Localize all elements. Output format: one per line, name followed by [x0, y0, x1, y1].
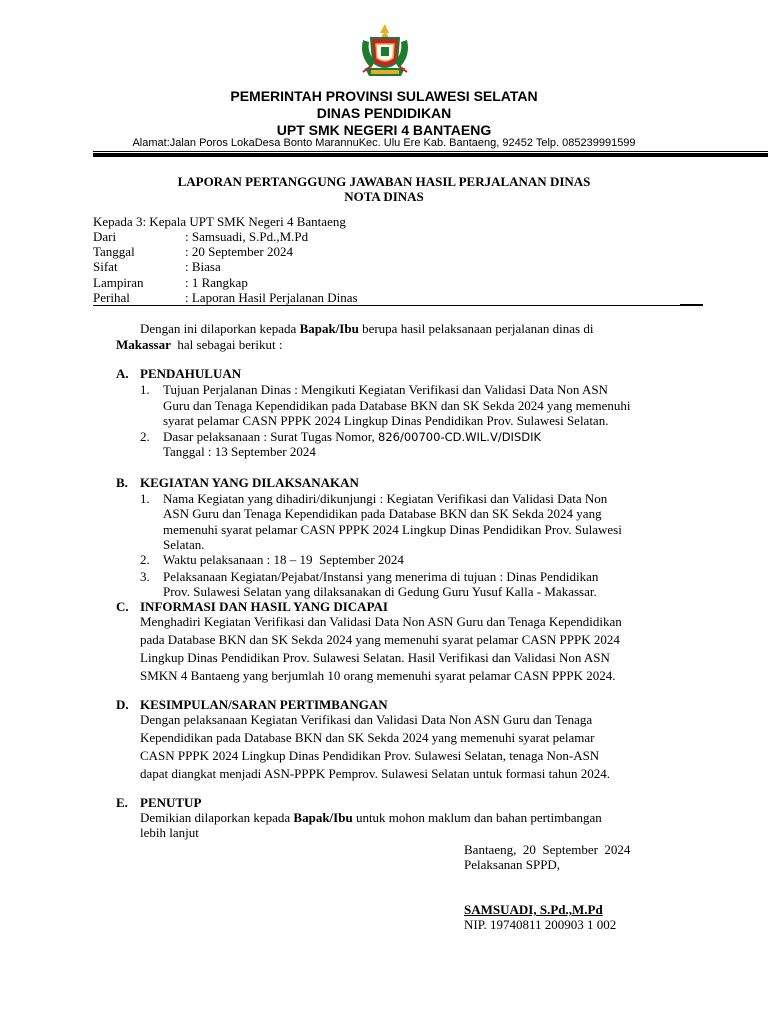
section-a-item1-line2: Guru dan Tenaga Kependidikan pada Database BKN dan SK Sekda 2024 yang memenuhi — [163, 398, 631, 413]
signature-place-date: Bantaeng, 20 September 2024 — [464, 842, 631, 857]
intro-addressee: Bapak/Ibu — [299, 321, 359, 336]
section-b-heading: KEGIATAN YANG DILAKSANAKAN — [140, 475, 359, 490]
section-c-line3: Lingkup Dinas Pendidikan Prov. Sulawesi Selatan. Hasil Verifikasi dan Validasi Non ASN — [140, 650, 610, 665]
section-d-heading: KESIMPULAN/SARAN PERTIMBANGAN — [140, 697, 388, 712]
section-e-text-rest: untuk mohon maklum dan bahan pertimbangan — [352, 810, 602, 825]
section-a-letter-number: 826/00700-CD.WIL.V/DISDIK — [378, 430, 542, 444]
signature-role: Pelaksanan SPPD, — [464, 857, 561, 872]
letterhead-line3: UPT SMK NEGERI 4 BANTAENG — [276, 122, 492, 138]
section-b-item3-line2: Prov. Sulawesi Selatan yang dilaksanakan di Gedung Guru Yusuf Kalla - Makassar. — [163, 584, 597, 599]
section-c-line4: SMKN 4 Bantaeng yang berjumlah 10 orang memenuhi syarat pelamar CASN PPPK 2024. — [140, 668, 616, 683]
intro-line2-rest: hal sebagai berikut : — [170, 337, 283, 352]
section-a-letter: A. — [116, 366, 129, 381]
letterhead-line1: PEMERINTAH PROVINSI SULAWESI SELATAN — [230, 88, 538, 104]
section-e-text: Demikian dilaporkan kepada — [140, 810, 294, 825]
section-e-line1 — [140, 810, 602, 825]
section-d-line3: CASN PPPK 2024 Lingkup Dinas Pendidikan Prov. Sulawesi Selatan, tenaga Non-ASN — [140, 748, 600, 763]
section-d-line4: dapat diangkat menjadi ASN-PPPK Pemprov. Sulawesi Selatan untuk formasi tahun 2024. — [140, 766, 610, 781]
section-d-letter: D. — [116, 697, 129, 712]
memo-value-tanggal: : 20 September 2024 — [185, 244, 293, 259]
section-e-heading: PENUTUP — [140, 795, 202, 810]
section-d-line1: Dengan pelaksanaan Kegiatan Verifikasi dan Validasi Data Non ASN Guru dan Tenaga — [140, 712, 593, 727]
section-a-item1-line3: syarat pelamar CASN PPPK 2024 Lingkup Dinas Pendidikan Prov. Sulawesi Selatan. — [163, 413, 609, 428]
report-title: LAPORAN PERTANGGUNG JAWABAN HASIL PERJALANAN DINAS — [177, 174, 591, 189]
section-d-line2: Kependidikan pada Database BKN dan SK Sekda 2024 yang memenuhi syarat pelamar — [140, 730, 595, 745]
intro-destination: Makassar — [116, 337, 171, 352]
memo-label-perihal: Perihal — [93, 290, 130, 305]
report-subtitle: NOTA DINAS — [344, 189, 424, 204]
memo-value-perihal: : Laporan Hasil Perjalanan Dinas — [185, 290, 358, 305]
section-a-item1-num: 1. — [140, 382, 150, 397]
section-a-item1-line1: Tujuan Perjalanan Dinas : Mengikuti Kegiatan Verifikasi dan Validasi Data Non ASN — [163, 382, 608, 397]
memo-label-sifat: Sifat — [93, 259, 118, 274]
section-a-item2-line1 — [163, 429, 541, 445]
letterhead-rule-thin — [93, 151, 768, 152]
section-e-addressee: Bapak/Ibu — [293, 810, 353, 825]
memo-label-dari: Dari — [93, 229, 117, 244]
section-b-item1-line2: ASN Guru dan Tenaga Kependidikan pada Database BKN dan SK Sekda 2024 yang — [163, 506, 602, 521]
section-a-item2-num: 2. — [140, 429, 150, 444]
section-b-item3-line1: Pelaksanaan Kegiatan/Pejabat/Instansi yang menerima di tujuan : Dinas Pendidikan — [163, 569, 599, 584]
memo-value-sifat: : Biasa — [185, 259, 221, 274]
section-b-item1-line4: Selatan. — [163, 537, 205, 552]
coat-of-arms-logo — [357, 22, 413, 80]
section-b-item1-line1: Nama Kegiatan yang dihadiri/dikunjungi : Kegiatan Verifikasi dan Validasi Data Non — [163, 491, 608, 506]
section-b-item1-line3: memenuhi syarat pelamar CASN PPPK 2024 Lingkup Dinas Pendidikan Prov. Sulawesi — [163, 522, 622, 537]
section-c-letter: C. — [116, 599, 129, 614]
section-b-item3-num: 3. — [140, 569, 150, 584]
section-b-letter: B. — [116, 475, 128, 490]
section-c-line2: pada Database BKN dan SK Sekda 2024 yang memenuhi syarat pelamar CASN PPPK 2024 — [140, 632, 620, 647]
signature-nip: NIP. 19740811 200903 1 002 — [464, 917, 617, 932]
letterhead-line2: DINAS PENDIDIKAN — [316, 105, 452, 121]
intro-line2 — [116, 337, 282, 352]
section-b-item2-line1: Waktu pelaksanaan : 18 – 19 September 2024 — [163, 552, 404, 567]
signature-name: SAMSUADI, S.Pd.,M.Pd — [464, 902, 603, 917]
memo-divider-accent — [680, 304, 703, 305]
section-e-line2: lebih lanjut — [140, 825, 199, 840]
section-c-heading: INFORMASI DAN HASIL YANG DICAPAI — [140, 599, 388, 614]
memo-label-lampiran: Lampiran — [93, 275, 144, 290]
section-b-item1-num: 1. — [140, 491, 150, 506]
intro-text-rest: berupa hasil pelaksanaan perjalanan dinas di — [358, 321, 594, 336]
section-b-item2-num: 2. — [140, 552, 150, 567]
section-e-letter: E. — [116, 795, 128, 810]
memo-label-tanggal: Tanggal — [93, 244, 135, 259]
letterhead-rule-thick — [93, 153, 768, 157]
section-c-line1: Menghadiri Kegiatan Verifikasi dan Validasi Data Non ASN Guru dan Tenaga Kependidikan — [140, 614, 622, 629]
memo-value-lampiran: : 1 Rangkap — [185, 275, 248, 290]
section-a-item2-line2: Tanggal : 13 September 2024 — [163, 444, 316, 459]
section-a-item2-text: Dasar pelaksanaan : Surat Tugas Nomor, — [163, 429, 379, 444]
memo-recipient: Kepada 3: Kepala UPT SMK Negeri 4 Bantaeng — [93, 214, 346, 229]
letterhead-address: Alamat:Jalan Poros LokaDesa Bonto MarannuKec. Ulu Ere Kab. Bantaeng, 92452 Telp. 085239991599 — [132, 137, 636, 149]
memo-value-dari: : Samsuadi, S.Pd.,M.Pd — [185, 229, 309, 244]
section-a-heading: PENDAHULUAN — [140, 366, 242, 381]
intro-text: Dengan ini dilaporkan kepada — [140, 321, 300, 336]
memo-divider — [93, 305, 703, 306]
intro-line1 — [140, 321, 675, 336]
